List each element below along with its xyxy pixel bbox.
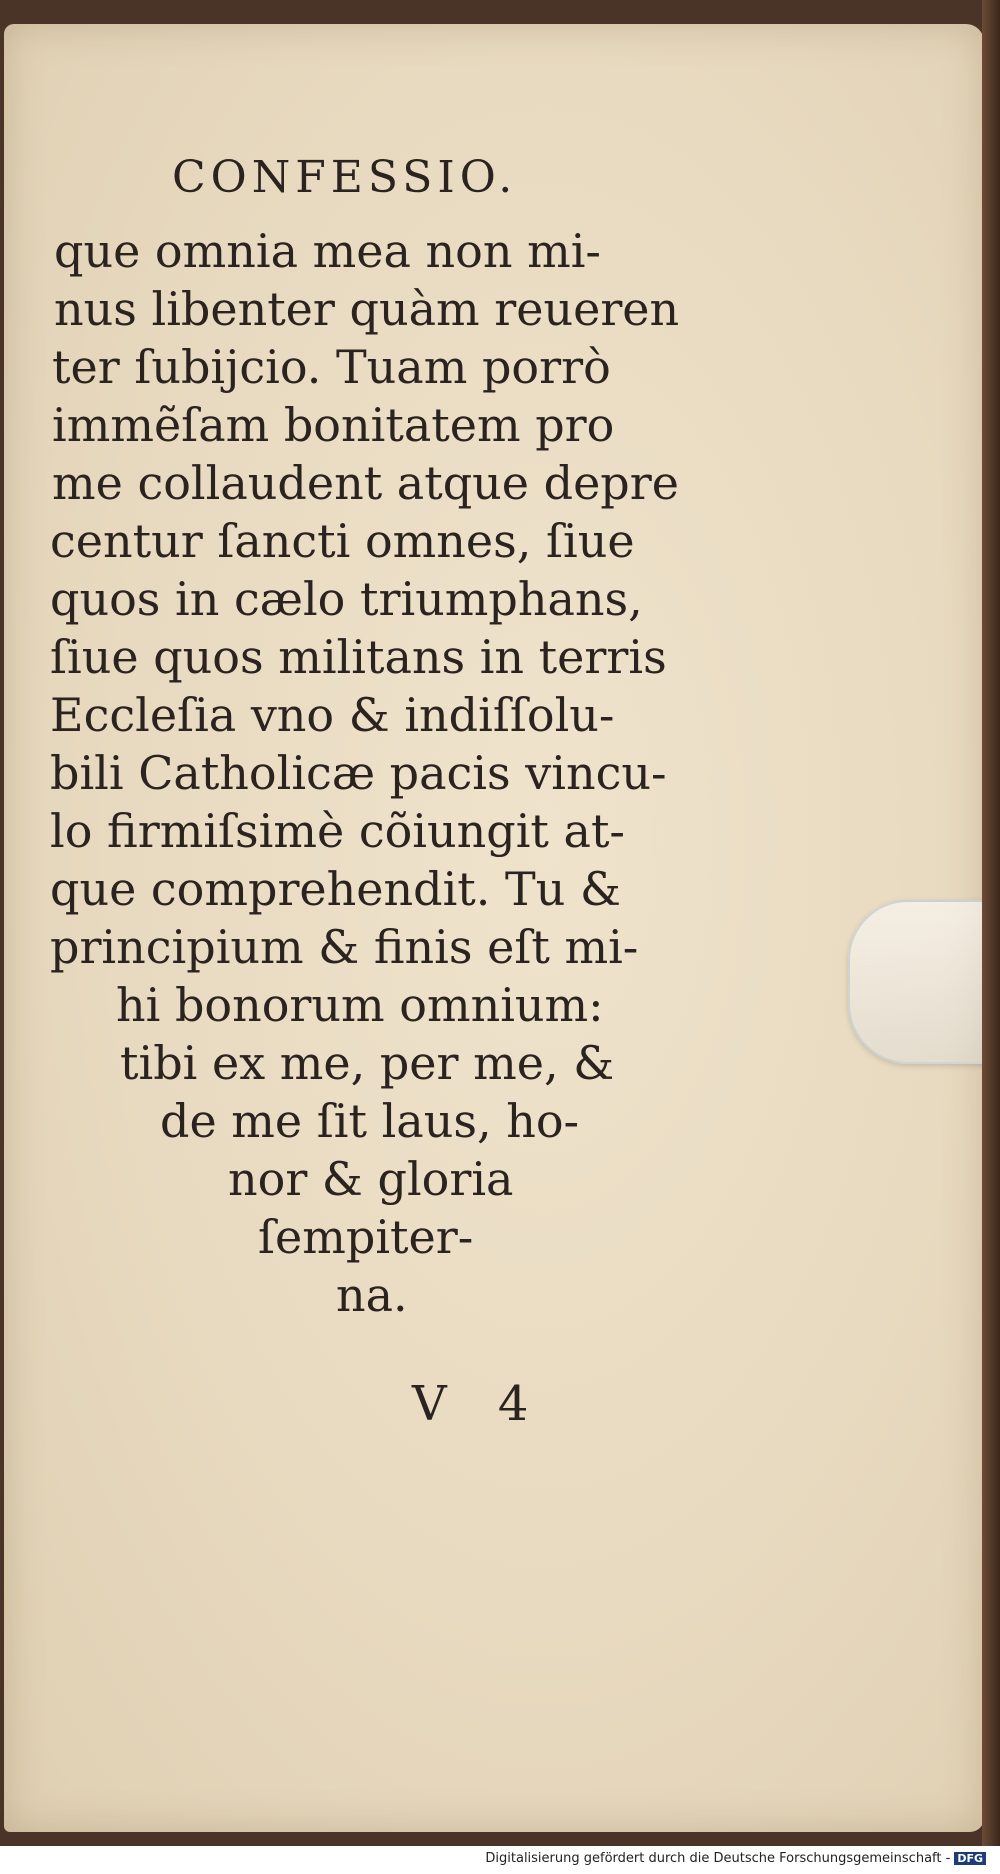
text-line: de me ſit laus, ho- bbox=[160, 1094, 580, 1148]
text-line: principium & finis eſt mi- bbox=[50, 920, 639, 974]
running-head: CONFESSIO. bbox=[172, 152, 518, 203]
text-line: que omnia mea non mi- bbox=[54, 224, 601, 278]
text-line: nor & gloria bbox=[228, 1152, 514, 1206]
signature-mark: V 4 bbox=[412, 1376, 547, 1432]
text-line: hi bonorum omnium: bbox=[116, 978, 604, 1032]
text-line: immẽſam bonitatem pro bbox=[52, 398, 615, 452]
footer-credit-text: Digitalisierung gefördert durch die Deutsche Forschungsgemeinschaft - bbox=[485, 1851, 951, 1866]
text-line: bili Catholicæ pacis vincu- bbox=[50, 746, 667, 800]
text-line: ſiue quos militans in terris bbox=[50, 630, 667, 684]
book-page bbox=[4, 24, 984, 1832]
text-line: quos in cælo triumphans, bbox=[50, 572, 643, 626]
text-line: ſempiter- bbox=[258, 1210, 474, 1264]
text-line: lo firmiſsimè cõiungit at- bbox=[50, 804, 625, 858]
text-line: na. bbox=[336, 1268, 408, 1322]
text-line: tibi ex me, per me, & bbox=[120, 1036, 615, 1090]
text-line: nus libenter quàm reueren bbox=[54, 282, 680, 336]
footer-credit bbox=[485, 1851, 986, 1866]
text-line: ter ſubijcio. Tuam porrò bbox=[52, 340, 611, 394]
footer-bar bbox=[0, 1846, 1000, 1874]
page-clip bbox=[848, 900, 1000, 1064]
text-line: centur ſancti omnes, ſiue bbox=[50, 514, 635, 568]
text-line: me collaudent atque depre bbox=[52, 456, 679, 510]
text-line: Eccleſia vno & indiſſolu- bbox=[50, 688, 615, 742]
text-line: que comprehendit. Tu & bbox=[50, 862, 621, 916]
dfg-logo-icon: DFG bbox=[954, 1852, 986, 1865]
book-binding-edge bbox=[982, 0, 1000, 1874]
